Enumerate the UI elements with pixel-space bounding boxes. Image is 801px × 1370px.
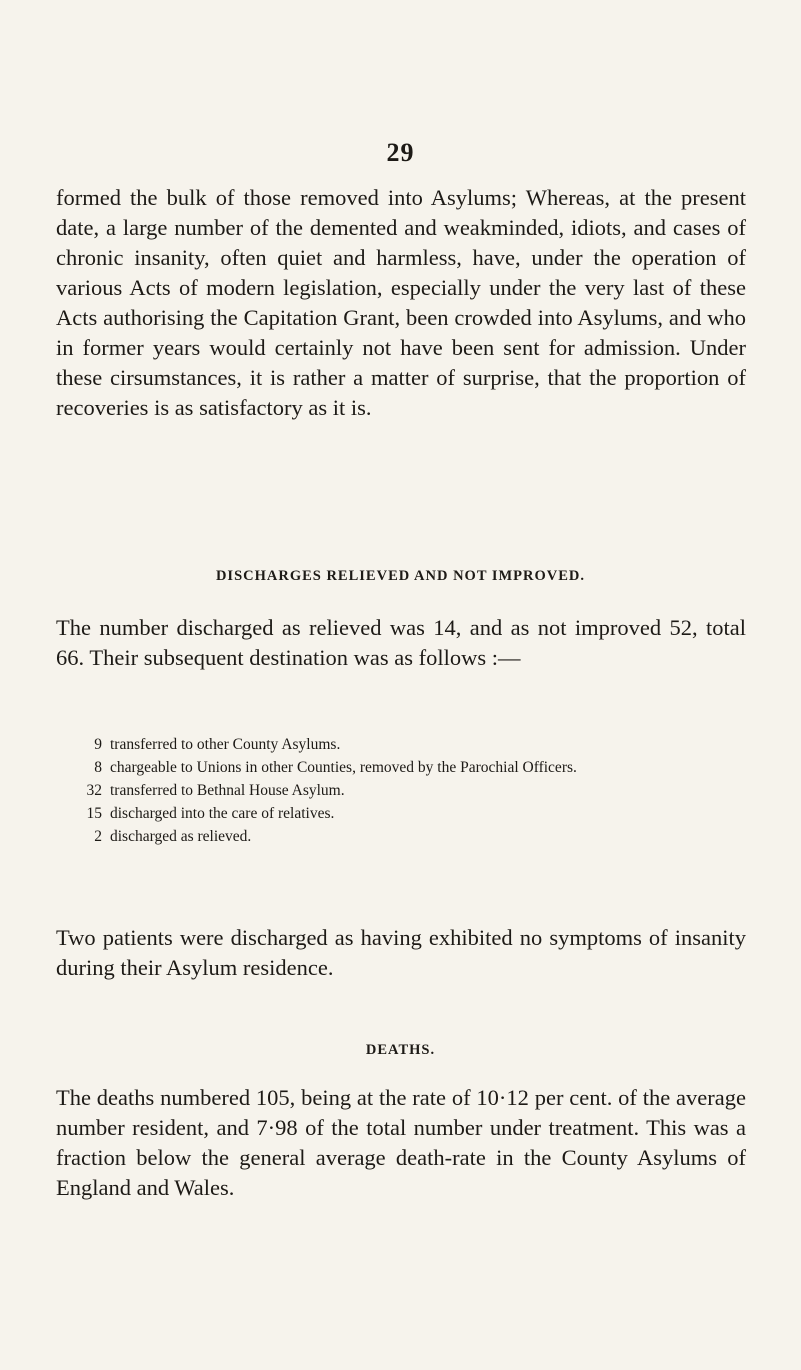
list-item	[70, 734, 730, 756]
list-item-text: discharged as relieved.	[110, 828, 252, 845]
list-item-text: transferred to other County Asylums.	[110, 736, 341, 753]
paragraph-asylum-admissions: formed the bulk of those removed into Asylums; Whereas, at the present date, a large number of the demented and weakminded, idiots, and cases of chronic insanity, often quiet and harmless, have, under the operation of various Acts of modern legislation, especially under the very last of these Acts authorising the Capitation Grant, been crowded into Asylums, and who in former years would certainly not have been sent for admission. Under these cirsumstances, it is rather a matter of surprise, that the proportion of recoveries is as satisfactory as it is.	[56, 185, 746, 420]
page-number: 29	[386, 138, 415, 167]
paragraph-death-rate: The deaths numbered 105, being at the rate of 10·12 per cent. of the average number resident, and 7·98 of the total number under treatment. This was a fraction below the general average death-rate in the County Asylums of England and Wales.	[56, 1085, 746, 1200]
list-item-text: transferred to Bethnal House Asylum.	[110, 782, 345, 799]
section-heading-deaths: DEATHS.	[365, 1042, 436, 1058]
paragraph-discharge-numbers: The number discharged as relieved was 14, and as not improved 52, total 66. Their subsequent destination was as follows :—	[56, 615, 746, 670]
list-item-text: chargeable to Unions in other Counties, removed by the Parochial Officers.	[110, 759, 577, 776]
list-item-count: 2	[94, 828, 102, 845]
list-item-text: discharged into the care of relatives.	[110, 805, 335, 822]
list-item-count: 32	[86, 782, 102, 799]
list-item	[70, 803, 730, 825]
list-item	[70, 757, 730, 779]
list-item-count: 8	[94, 759, 102, 776]
list-item-count: 15	[86, 805, 102, 822]
destination-list	[70, 734, 730, 849]
list-item-count: 9	[94, 736, 102, 753]
list-item	[70, 826, 730, 848]
section-heading-discharges: DISCHARGES RELIEVED AND NOT IMPROVED.	[215, 568, 586, 584]
paragraph-no-insanity-discharges: Two patients were discharged as having exhibited no symptoms of insanity during their Asylum residence.	[56, 925, 746, 980]
list-item	[70, 780, 730, 802]
